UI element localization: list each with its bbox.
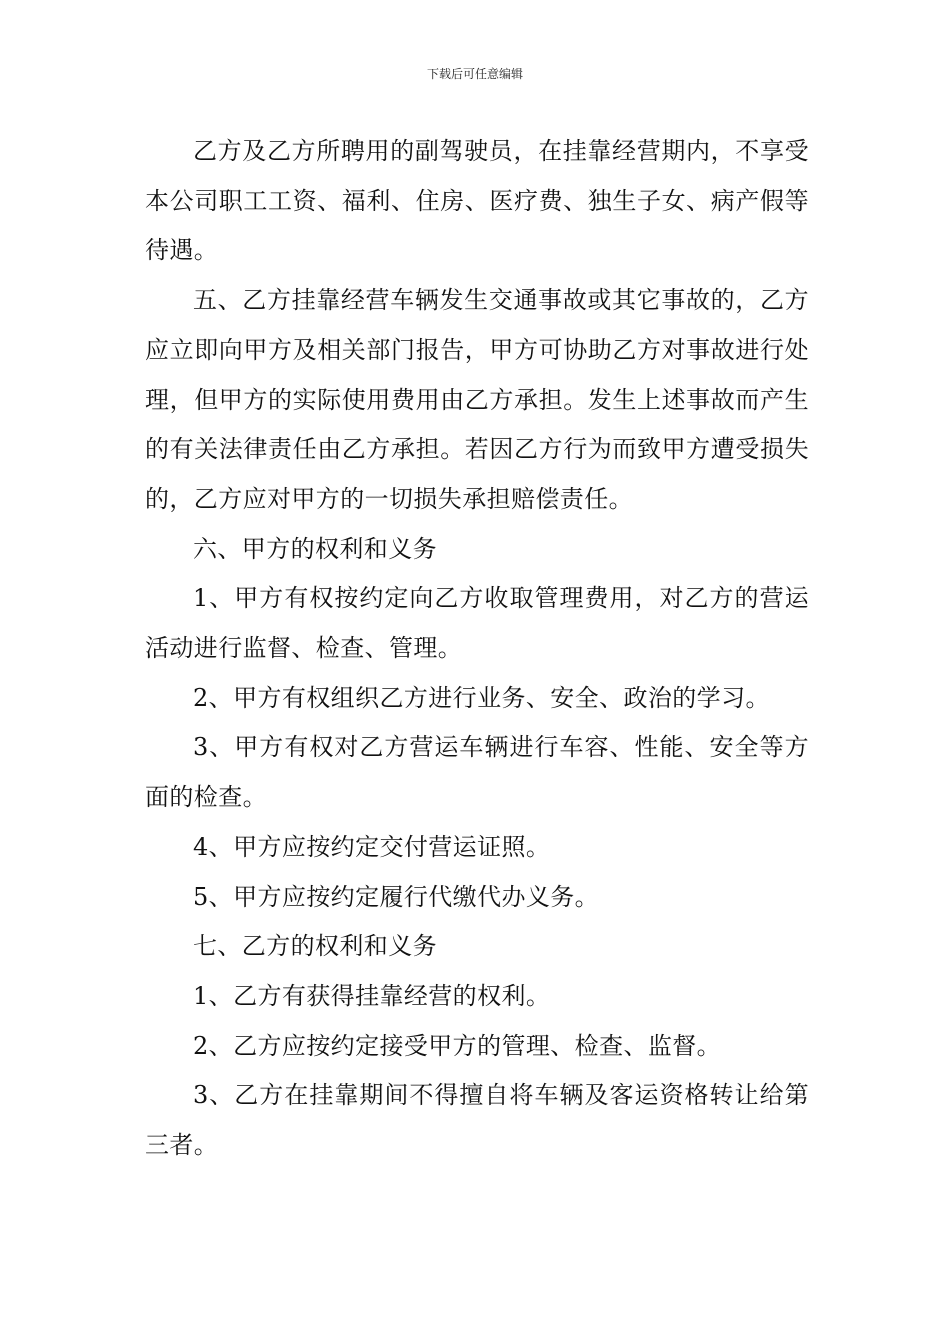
paragraph-section-5-accidents: 五、乙方挂靠经营车辆发生交通事故或其它事故的，乙方应立即向甲方及相关部门报告，甲方可协助乙方对事故进行处理，但甲方的实际使用费用由乙方承担。发生上述事故而产生的有关法律责任由乙方承担。若因乙方行为而致甲方遭受损失的，乙方应对甲方的一切损失承担赔偿责任。 [145, 286, 809, 513]
paragraph-6-1: 1、甲方有权按约定向乙方收取管理费用，对乙方的营运活动进行监督、检查、管理。 [145, 584, 809, 663]
heading-section-7: 七、乙方的权利和义务 [193, 932, 437, 961]
paragraph-6-4: 4、甲方应按约定交付营运证照。 [193, 832, 551, 861]
paragraph-7-1: 1、乙方有获得挂靠经营的权利。 [193, 981, 551, 1010]
paragraph-6-3: 3、甲方有权对乙方营运车辆进行车容、性能、安全等方面的检查。 [145, 733, 809, 812]
page-header: 下载后可任意编辑 [426, 67, 523, 81]
paragraph-6-2: 2、甲方有权组织乙方进行业务、安全、政治的学习。 [193, 683, 770, 712]
paragraph-6-5: 5、甲方应按约定履行代缴代办义务。 [193, 882, 600, 911]
document-body [145, 127, 809, 1171]
paragraph-benefits-exclusion: 乙方及乙方所聘用的副驾驶员，在挂靠经营期内，不享受本公司职工工资、福利、住房、医疗费、独生子女、病产假等待遇。 [145, 137, 809, 265]
heading-section-6: 六、甲方的权利和义务 [193, 534, 437, 563]
paragraph-7-2: 2、乙方应按约定接受甲方的管理、检查、监督。 [193, 1031, 722, 1060]
paragraph-7-3: 3、乙方在挂靠期间不得擅自将车辆及客运资格转让给第三者。 [145, 1081, 809, 1160]
